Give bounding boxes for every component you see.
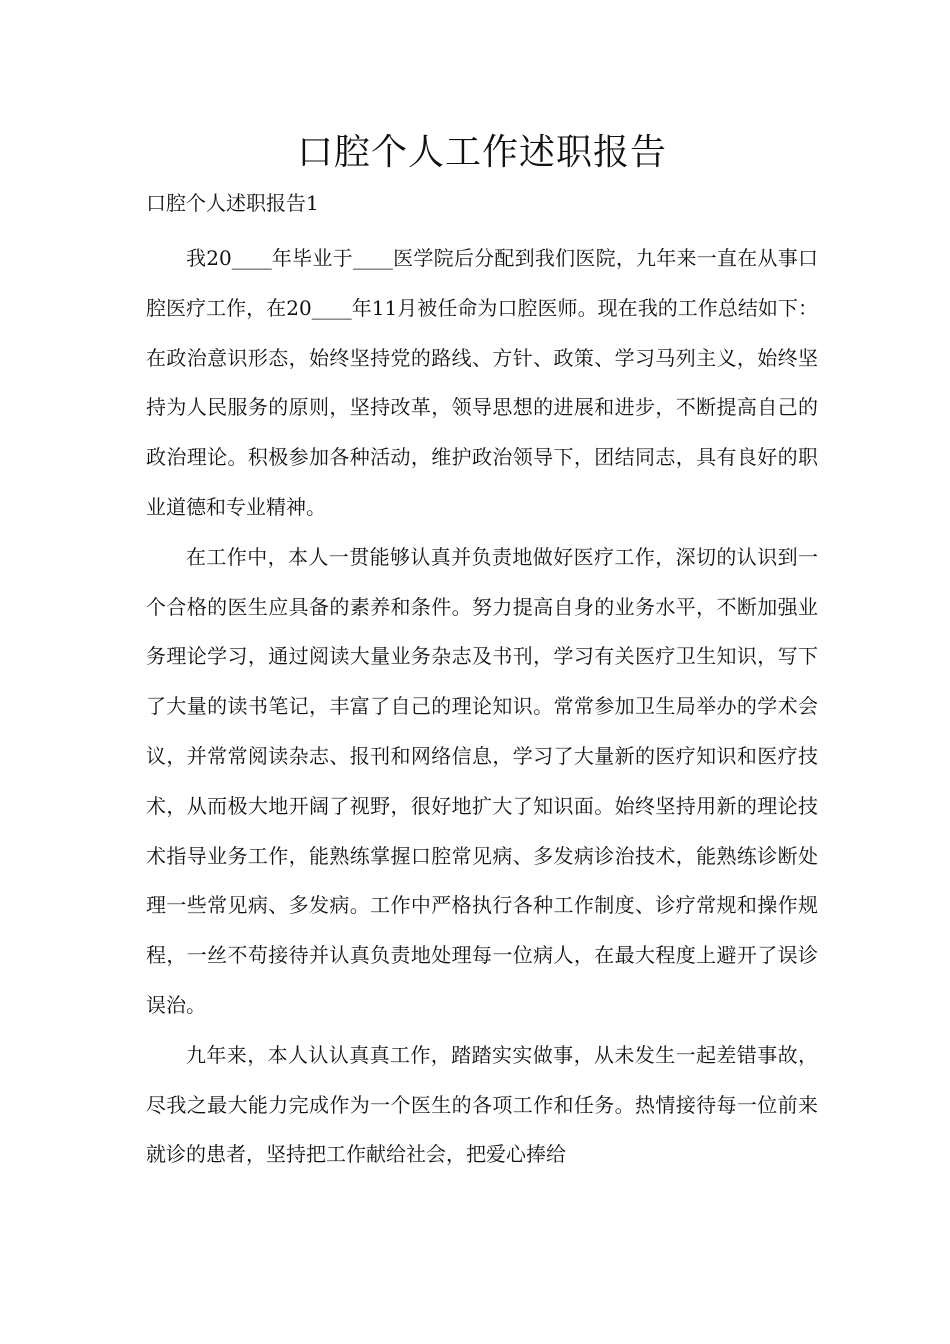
paragraph-2: 在工作中，本人一贯能够认真并负责地做好医疗工作，深切的认识到一个合格的医生应具备的素养和条件。努力提高自身的业务水平，不断加强业务理论学习，通过阅读大量业务杂志及书刊，学习有关医疗卫生知识，写下了大量的读书笔记，丰富了自己的理论知识。常常参加卫生局举办的学术会议，并常常阅读杂志、报刊和网络信息，学习了大量新的医疗知识和医疗技术，从而极大地开阔了视野，很好地扩大了知识面。始终坚持用新的理论技术指导业务工作，能熟练掌握口腔常见病、多发病诊治技术，能熟练诊断处理一些常见病、多发病。工作中严格执行各种工作制度、诊疗常规和操作规程，一丝不苟接待并认真负责地处理每一位病人，在最大程度上避开了误诊误治。 xyxy=(146,544,818,1017)
paragraph-1: 我20____年毕业于____医学院后分配到我们医院，九年来一直在从事口腔医疗工作，在20____年11月被任命为口腔医师。现在我的工作总结如下：在政治意识形态，始终坚持党的路线、方针、政策、学习马列主义，始终坚持为人民服务的原则，坚持改革，领导思想的进展和进步，不断提高自己的政治理论。积极参加各种活动，维护政治领导下，团结同志，具有良好的职业道德和专业精神。 xyxy=(146,246,818,519)
paragraph-3: 九年来，本人认认真真工作，踏踏实实做事，从未发生一起差错事故，尽我之最大能力完成作为一个医生的各项工作和任务。热情接待每一位前来就诊的患者，坚持把工作献给社会，把爱心捧给 xyxy=(146,1042,818,1167)
document-title: 口腔个人工作述职报告 xyxy=(296,132,667,173)
document-subtitle: 口腔个人述职报告1 xyxy=(146,191,319,215)
